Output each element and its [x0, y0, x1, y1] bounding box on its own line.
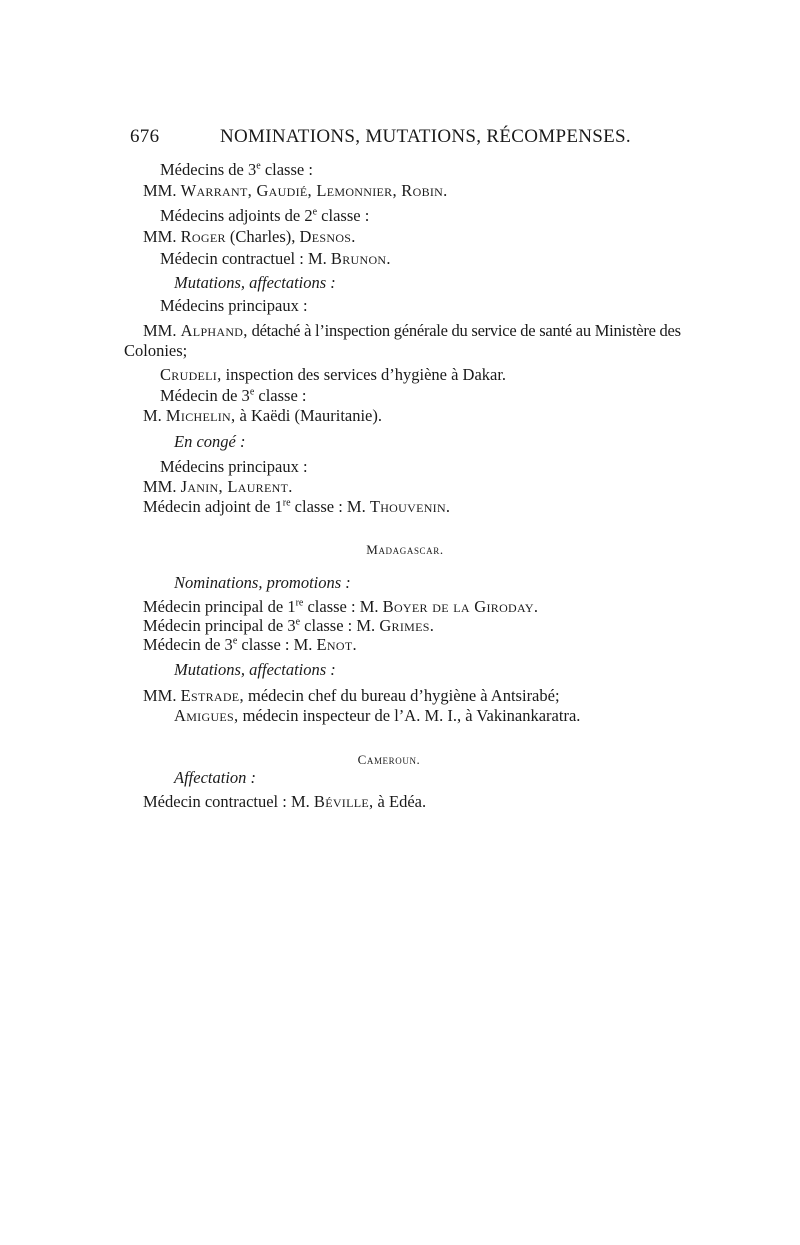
line-text: MM.: [143, 181, 181, 200]
names: Michelin,: [165, 406, 236, 425]
subheading-text: Nominations, promotions :: [174, 573, 351, 592]
text-line: [143, 227, 356, 247]
line-text: Médecin de 3: [160, 386, 250, 405]
line-text: MM.: [143, 321, 181, 340]
line-text: classe :: [317, 206, 370, 225]
text-line: [160, 206, 369, 226]
line-text: classe : M.: [290, 497, 370, 516]
text-line: [143, 321, 681, 341]
text-line: [160, 386, 307, 406]
text-line: [143, 406, 382, 426]
line-text: Médecins de 3: [160, 160, 257, 179]
text-line: [124, 341, 187, 361]
line-text: Médecins adjoints de 2: [160, 206, 313, 225]
line-text: détaché à l’inspection générale du service de santé au Ministère des: [247, 321, 681, 340]
text-line: [160, 296, 308, 316]
line-text: médecin chef du bureau d’hygiène à Antsirabé;: [243, 686, 560, 705]
line-text: classe : M.: [303, 597, 383, 616]
names: Enot.: [316, 635, 357, 654]
line-text: MM.: [143, 477, 181, 496]
section-heading-madagascar: Madagascar.: [366, 542, 444, 557]
text-line: [160, 249, 391, 269]
names: Alphand,: [180, 321, 248, 340]
section-subheading: [174, 573, 351, 593]
text-line: [160, 457, 308, 477]
text-line: [143, 597, 538, 617]
section-subheading: [174, 660, 336, 680]
text-line: [143, 616, 434, 636]
subheading-text: En congé :: [174, 432, 246, 451]
names: Béville,: [313, 792, 374, 811]
line-text: Colonies;: [124, 341, 188, 360]
superscript: e: [256, 160, 261, 172]
superscript: re: [295, 597, 304, 609]
superscript: re: [282, 497, 291, 509]
section-subheading: [174, 273, 336, 293]
text-line: [143, 686, 560, 706]
names: Brunon.: [330, 249, 391, 268]
line-text: Médecin adjoint de 1: [143, 497, 283, 516]
line-text: à Edéa.: [373, 792, 427, 811]
names: Thouvenin.: [369, 497, 451, 516]
text-line: [143, 792, 426, 812]
line-text: Médecin principal de 1: [143, 597, 296, 616]
line-text: Médecin contractuel : M.: [143, 792, 314, 811]
line-text: classe :: [260, 160, 313, 179]
line-text: M.: [143, 406, 166, 425]
names: Roger: [180, 227, 226, 246]
line-text: classe :: [254, 386, 307, 405]
superscript: e: [232, 635, 238, 647]
section-subheading: [174, 432, 245, 452]
line-text: MM.: [143, 686, 181, 705]
superscript: e: [312, 206, 318, 218]
text-line: [174, 706, 580, 726]
names: Grimes.: [379, 616, 435, 635]
line-text: Médecins principaux :: [160, 457, 308, 476]
line-text: classe : M.: [237, 635, 317, 654]
section-heading-cameroun: Cameroun.: [357, 752, 421, 767]
line-text: Médecin contractuel : M.: [160, 249, 331, 268]
names: Estrade,: [180, 686, 244, 705]
line-text: à Kaëdi (Mauritanie).: [235, 406, 383, 425]
names: Amigues,: [174, 706, 239, 725]
line-text: (Charles),: [225, 227, 300, 246]
names: Janin, Laurent.: [180, 477, 293, 496]
line-text: inspection des services d’hygiène à Dakar.: [221, 365, 507, 384]
text-line: [143, 181, 448, 201]
superscript: e: [249, 386, 255, 398]
page-number: 676: [130, 126, 160, 147]
line-text: MM.: [143, 227, 181, 246]
names: Warrant, Gaudié, Lemonnier, Robin.: [180, 181, 448, 200]
text-line: [143, 635, 357, 655]
names: Desnos.: [299, 227, 356, 246]
text-line: [160, 160, 313, 180]
subheading-text: Mutations, affectations :: [174, 273, 336, 292]
line-text: Médecin de 3: [143, 635, 233, 654]
subheading-text: Mutations, affectations :: [174, 660, 336, 679]
superscript: e: [295, 616, 301, 628]
section-subheading: [174, 768, 256, 788]
line-text: classe : M.: [300, 616, 380, 635]
line-text: Médecins principaux :: [160, 296, 308, 315]
names: Crudeli,: [160, 365, 222, 384]
text-line: [160, 365, 506, 385]
text-line: [143, 477, 293, 497]
line-text: Médecin principal de 3: [143, 616, 296, 635]
header-title: NOMINATIONS, MUTATIONS, RÉCOMPENSES.: [220, 126, 631, 147]
text-line: [143, 497, 450, 517]
names: Boyer de la Giroday.: [382, 597, 539, 616]
line-text: médecin inspecteur de l’A. M. I., à Vakinankaratra.: [238, 706, 581, 725]
subheading-text: Affectation :: [174, 768, 257, 787]
